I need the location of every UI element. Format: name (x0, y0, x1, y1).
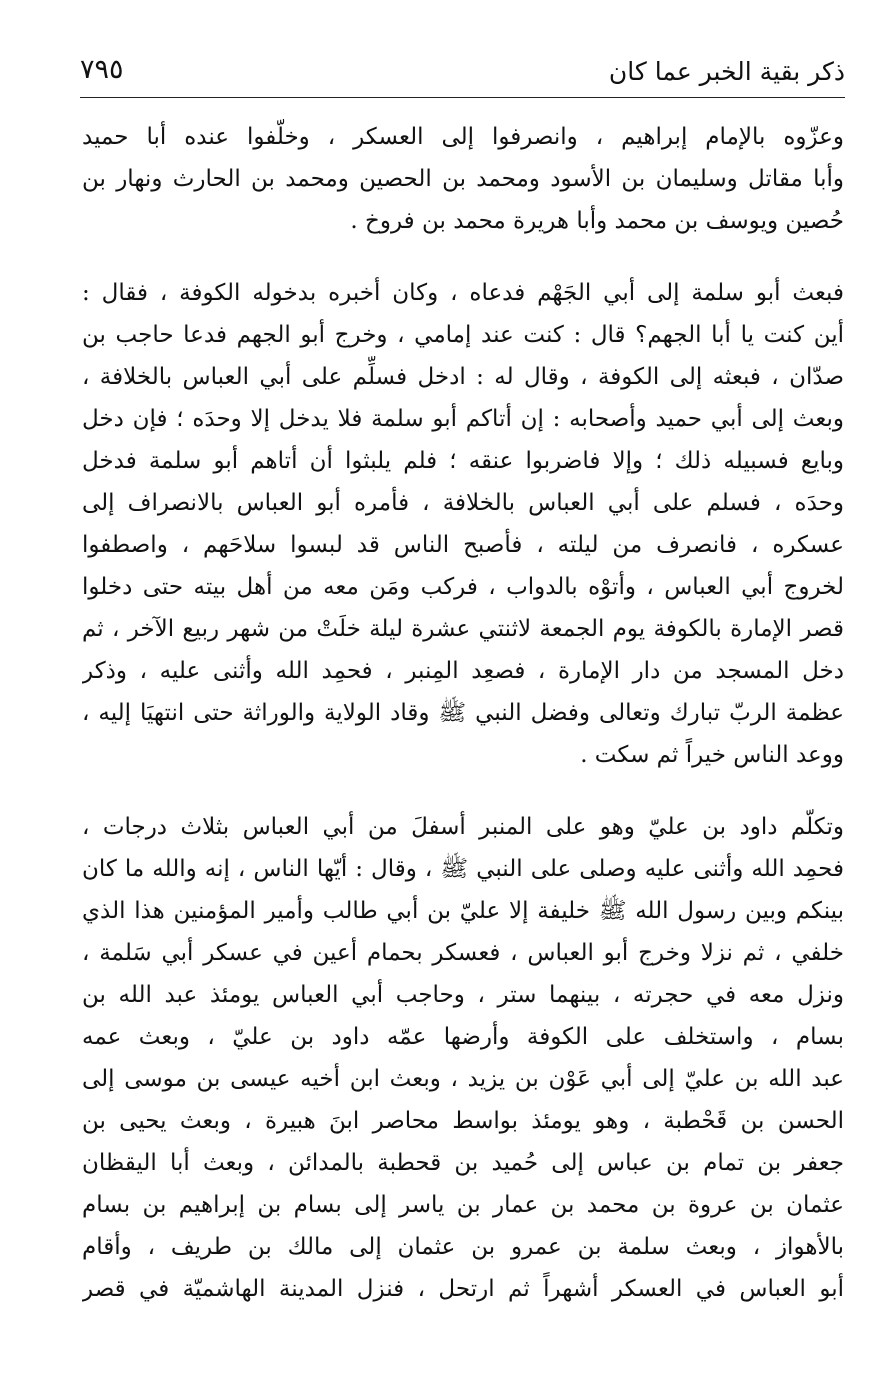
text-line: وأبا مقاتل وسليمان بن الأسود ومحمد بن الحصين ومحمد بن الحارث ونهار بن (82, 166, 844, 192)
page-number: ٧٩٥ (80, 54, 124, 85)
text-line: ووعد الناس خيراً ثم سكت . (580, 742, 844, 768)
text-line: وبعث إلى أبي حميد وأصحابه : إن أتاكم أبو سلمة فلا يدخل إلا وحدَه ؛ فإن دخل (82, 406, 844, 432)
text-line: جعفر بن تمام بن عباس إلى حُميد بن قحطبة بالمدائن ، وبعث أبا اليقظان (82, 1150, 844, 1176)
text-line: وحدَه ، فسلم على أبي العباس بالخلافة ، فأمره أبو العباس بالانصراف إلى (82, 490, 844, 516)
text-line: أبو العباس في العسكر أشهراً ثم ارتحل ، فنزل المدينة الهاشميّة في قصر (82, 1276, 844, 1302)
paragraph-1 (82, 116, 844, 242)
text-line: حُصين ويوسف بن محمد وأبا هريرة محمد بن فروخ . (350, 208, 844, 234)
text-line: بالأهواز ، وبعث سلمة بن عمرو بن عثمان إلى مالك بن طريف ، وأقام (82, 1234, 844, 1260)
paragraph-spacer (82, 242, 844, 272)
text-line: فحمِد الله وأثنى عليه وصلى على النبي ﷺ ، وقال : أيّها الناس ، إنه والله ما كان (82, 856, 844, 882)
header-rule (80, 97, 845, 98)
text-line: دخل المسجد من دار الإمارة ، فصعِد المِنبر ، فحمِد الله وأثنى عليه ، وذكر (82, 658, 844, 684)
text-line: عثمان بن عروة بن محمد بن عمار بن ياسر إلى بسام بن إبراهيم بن بسام (82, 1192, 844, 1218)
text-line: ونزل معه في حجرته ، بينهما ستر ، وحاجب أبي العباس يومئذ عبد الله بن (82, 982, 844, 1008)
body-text (82, 116, 844, 1310)
text-line: بينكم وبين رسول الله ﷺ خليفة إلا عليّ بن أبي طالب وأمير المؤمنين هذا الذي (82, 898, 844, 924)
text-line: عظمة الربّ تبارك وتعالى وفضل النبي ﷺ وقاد الولاية والوراثة حتى انتهيَا إليه ، (82, 700, 844, 726)
running-title: ذكر بقية الخبر عما كان (608, 57, 845, 86)
text-line: الحسن بن قَحْطبة ، وهو يومئذ بواسط محاصر ابنَ هبيرة ، وبعث يحيى بن (82, 1108, 844, 1134)
text-line: وعزّوه بالإمام إبراهيم ، وانصرفوا إلى العسكر ، وخلّفوا عنده أبا حميد (82, 124, 844, 150)
text-line: صدّان ، فبعثه إلى الكوفة ، وقال له : ادخل فسلِّم على أبي العباس بالخلافة ، (82, 364, 844, 390)
paragraph-3 (82, 806, 844, 1310)
text-line: وتكلّم داود بن عليّ وهو على المنبر أسفلَ من أبي العباس بثلاث درجات ، (82, 814, 844, 840)
paragraph-spacer (82, 776, 844, 806)
text-line: أين كنت يا أبا الجهم؟ قال : كنت عند إمامي ، وخرج أبو الجهم فدعا حاجب بن (82, 322, 844, 348)
text-line: لخروج أبي العباس ، وأتوْه بالدواب ، فركب ومَن معه من أهل بيته حتى دخلوا (82, 574, 844, 600)
text-line: عبد الله بن عليّ إلى أبي عَوْن بن يزيد ، وبعث ابن أخيه عيسى بن موسى إلى (82, 1066, 844, 1092)
text-line: بسام ، واستخلف على الكوفة وأرضها عمّه داود بن عليّ ، وبعث عمه (82, 1024, 844, 1050)
running-header (80, 52, 845, 92)
paragraph-2 (82, 272, 844, 776)
text-line: قصر الإمارة بالكوفة يوم الجمعة لاثنتي عشرة ليلة خلَتْ من شهر ربيع الآخر ، ثم (82, 616, 844, 642)
text-line: وبايع فسبيله ذلك ؛ وإلا فاضربوا عنقه ؛ فلم يلبثوا أن أتاهم أبو سلمة فدخل (82, 448, 844, 474)
text-line: عسكره ، فانصرف من ليلته ، فأصبح الناس قد لبسوا سلاحَهم ، واصطفوا (82, 532, 844, 558)
text-line: فبعث أبو سلمة إلى أبي الجَهْم فدعاه ، وكان أخبره بدخوله الكوفة ، فقال : (82, 280, 844, 306)
text-line: خلفي ، ثم نزلا وخرج أبو العباس ، فعسكر بحمام أعين في عسكر أبي سَلمة ، (82, 940, 844, 966)
